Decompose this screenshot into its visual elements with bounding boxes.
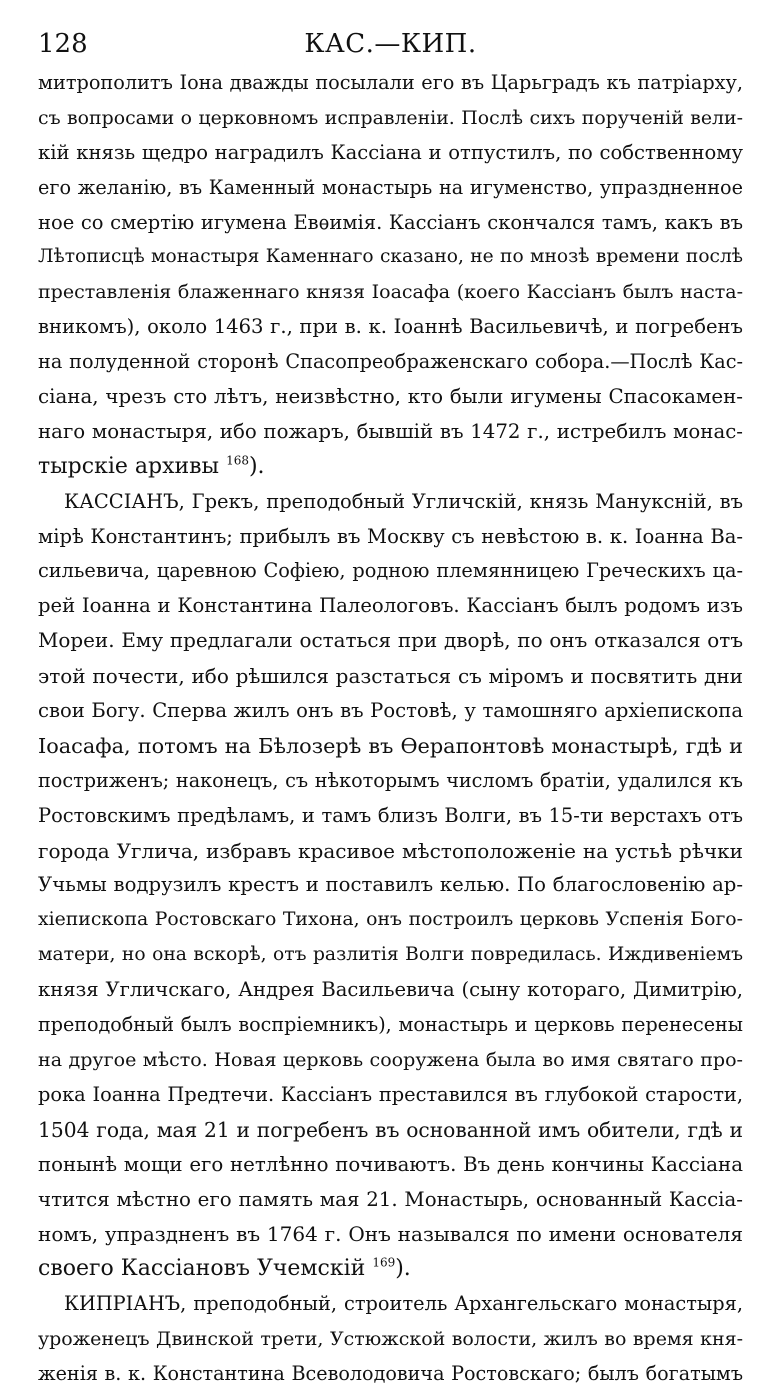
- text-line: Мореи. Ему предлагали остаться при дворѣ, по онъ отказался отъ: [38, 629, 743, 653]
- text-line: митрополитъ Іона дважды посылали его въ Царьградъ къ патріарху,: [38, 71, 743, 94]
- text-fragment: тырскіе архивы: [38, 453, 220, 479]
- text-fragment: ).: [248, 453, 265, 479]
- paragraph-continuation: [38, 66, 743, 485]
- text-line: рока Іоанна Предтечи. Кассіанъ преставился въ глубокой старости,: [38, 1082, 743, 1106]
- page-number: 128: [38, 29, 88, 59]
- text-line: КАССІАНЪ, Грекъ, преподобный Угличскій, князь Мануксній, въ: [64, 489, 743, 513]
- text-line: съ вопросами о церковномъ исправленіи. Послѣ сихъ порученій вели-: [38, 106, 743, 129]
- text-line: Учьмы водрузилъ крестъ и поставилъ келью. По благословенію ар-: [38, 873, 743, 897]
- text-line: постриженъ; наконецъ, съ нѣкоторымъ числомъ братіи, удалился къ: [38, 768, 743, 792]
- footnote-ref: 169: [372, 1255, 396, 1270]
- text-line: сильевича, царевною Софіею, родною племянницею Греческихъ ца-: [38, 559, 743, 583]
- text-line: преподобный былъ воспріемникъ), монастырь и церковь перенесены: [38, 1013, 743, 1037]
- text-line: ное со смертію игумена Евѳимія. Кассіанъ скончался тамъ, какъ въ: [38, 210, 743, 234]
- text-line: преставленія блаженнаго князя Іоасафа (коего Кассіанъ былъ наста-: [38, 281, 743, 304]
- text-line: номъ, упраздненъ въ 1764 г. Онъ назывался по имени основателя: [38, 1222, 743, 1247]
- text-line: вникомъ), около 1463 г., при в. к. Іоаннѣ Васильевичѣ, и погребенъ: [38, 315, 743, 339]
- text-line: [38, 1252, 743, 1287]
- page: [38, 22, 743, 1392]
- text-line: понынѣ мощи его нетлѣнно почиваютъ. Въ день кончины Кассіана: [38, 1152, 743, 1176]
- text-line: Лѣтописцѣ монастыря Каменнаго сказано, не по мнозѣ времени послѣ: [38, 246, 743, 268]
- text-line: наго монастыря, ибо пожаръ, бывшій въ 1472 г., истребилъ монас-: [38, 419, 743, 443]
- text-line: рей Іоанна и Константина Палеологовъ. Кассіанъ былъ родомъ изъ: [38, 594, 743, 618]
- running-head: [38, 22, 743, 66]
- text-line: сіана, чрезъ сто лѣтъ, неизвѣстно, кто были игумены Спасокамен-: [38, 385, 743, 409]
- text-line: его желанію, въ Каменный монастырь на игуменство, упраздненное: [38, 175, 743, 199]
- footnote-ref: 168: [226, 453, 249, 468]
- text-line: женія в. к. Константина Всеволодовича Ростовскаго; былъ богатымъ: [38, 1361, 743, 1385]
- text-fragment: ).: [395, 1256, 411, 1282]
- text-line: 1504 года, мая 21 и погребенъ въ основанной имъ обители, гдѣ и: [38, 1117, 743, 1142]
- text-line: мірѣ Константинъ; прибылъ въ Москву съ невѣстою в. к. Іоанна Ва-: [38, 524, 743, 548]
- text-line: уроженецъ Двинской трети, Устюжской волости, жилъ во время кня-: [38, 1328, 743, 1351]
- text-line: матери, но она вскорѣ, отъ разлитія Волги повредилась. Иждивеніемъ: [38, 944, 743, 966]
- text-line: КИПРІАНЪ, преподобный, строитель Архангельскаго монастыря,: [64, 1292, 743, 1316]
- text-line: [38, 450, 743, 485]
- text-line: этой почести, ибо рѣшился разстаться съ міромъ и посвятить дни: [38, 664, 743, 689]
- text-line: Ростовскимъ предѣламъ, и тамъ близъ Волги, въ 15-ти верстахъ отъ: [38, 803, 743, 827]
- text-line: хіепископа Ростовскаго Тихона, онъ построилъ церковь Успенія Бого-: [38, 909, 743, 931]
- text-fragment: своего Кассіановъ Учемскій: [38, 1256, 366, 1282]
- article-text: [38, 66, 743, 1392]
- text-line: чтится мѣстно его память мая 21. Монастырь, основанный Кассіа-: [38, 1187, 743, 1211]
- text-line: города Углича, избравъ красивое мѣстоположеніе на устьѣ рѣчки: [38, 838, 743, 863]
- text-line: князя Угличскаго, Андрея Васильевича (сыну котораго, Димитрію,: [38, 978, 743, 1002]
- entry-kassian: [38, 485, 743, 1287]
- entry-kiprian: [38, 1287, 743, 1392]
- text-line: на полуденной сторонѣ Спасопреображенскаго собора.—Послѣ Кас-: [38, 350, 743, 374]
- text-line: кій князь щедро наградилъ Кассіана и отпустилъ, по собственному: [38, 140, 743, 164]
- text-line: на другое мѣсто. Новая церковь сооружена была во имя святаго про-: [38, 1048, 743, 1071]
- text-line: Іоасафа, потомъ на Бѣлозерѣ въ Ѳерапонтовѣ монастырѣ, гдѣ и: [38, 733, 743, 758]
- text-line: свои Богу. Сперва жилъ онъ въ Ростовѣ, у тамошняго архіепископа: [38, 699, 743, 723]
- section-title: КАС.—КИП.: [304, 29, 477, 59]
